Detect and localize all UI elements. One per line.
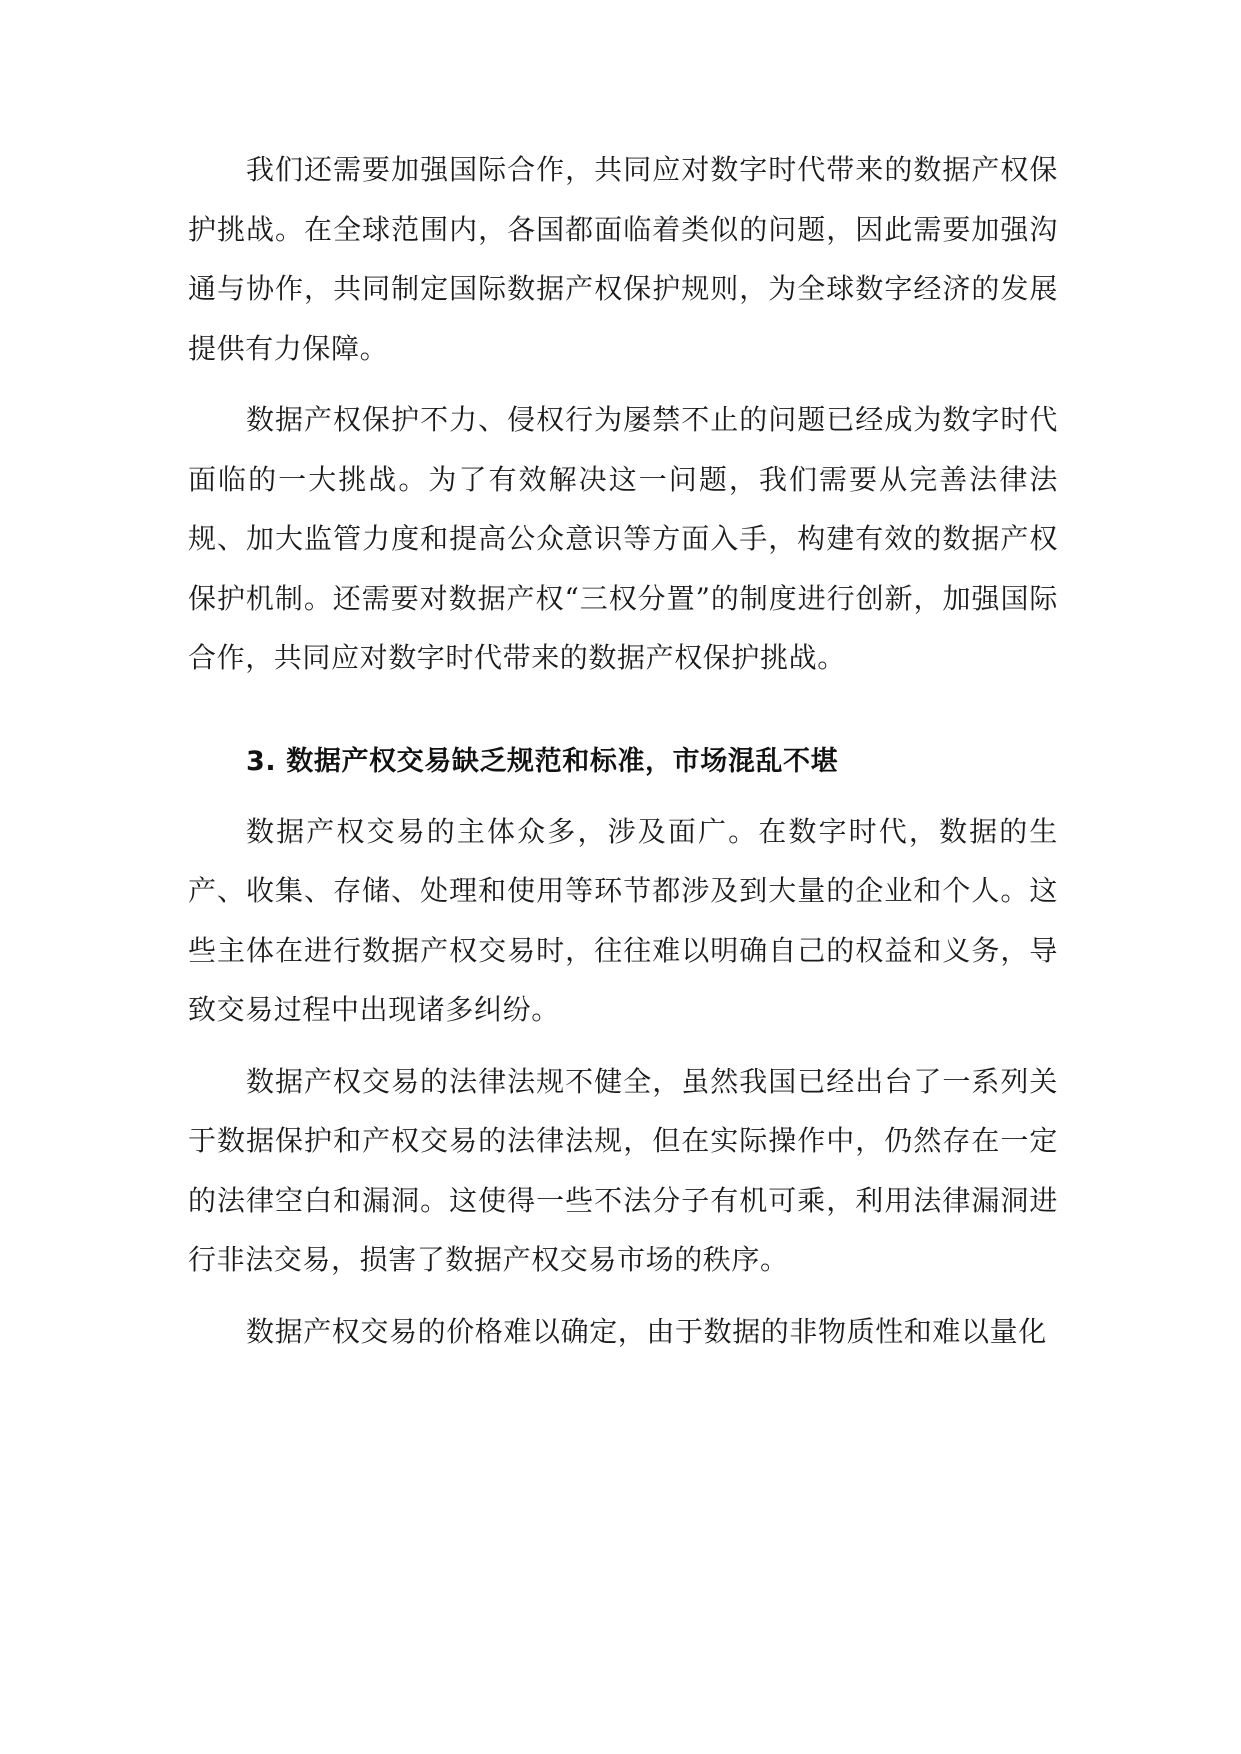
document-body xyxy=(188,140,1058,1373)
paragraph-trading-subjects: 数据产权交易的主体众多，涉及面广。在数字时代，数据的生产、收集、存储、处理和使用等环节都涉及到大量的企业和个人。这些主体在进行数据产权交易时，往往难以明确自己的权益和义务，导致交易过程中出现诸多纠纷。 xyxy=(188,814,1058,1026)
paragraph-international-cooperation: 我们还需要加强国际合作，共同应对数字时代带来的数据产权保护挑战。在全球范围内，各国都面临着类似的问题，因此需要加强沟通与协作，共同制定国际数据产权保护规则，为全球数字经济的发展提供有力保障。 xyxy=(188,153,1058,365)
paragraph-laws-regulations: 数据产权交易的法律法规不健全，虽然我国已经出台了一系列关于数据保护和产权交易的法律法规，但在实际操作中，仍然存在一定的法律空白和漏洞。这使得一些不法分子有机可乘，利用法律漏洞进行非法交易，损害了数据产权交易市场的秩序。 xyxy=(188,1064,1058,1276)
paragraph-pricing: 数据产权交易的价格难以确定，由于数据的非物质性和难以量化 xyxy=(246,1314,1047,1348)
paragraph-protection-challenge: 数据产权保护不力、侵权行为屡禁不止的问题已经成为数字时代面临的一大挑战。为了有效解决这一问题，我们需要从完善法律法规、加大监管力度和提高公众意识等方面入手，构建有效的数据产权保护机制。还需要对数据产权“三权分置”的制度进行创新，加强国际合作，共同应对数字时代带来的数据产权保护挑战。 xyxy=(188,403,1058,674)
section-heading: 3. 数据产权交易缺乏规范和标准，市场混乱不堪 xyxy=(246,745,839,777)
